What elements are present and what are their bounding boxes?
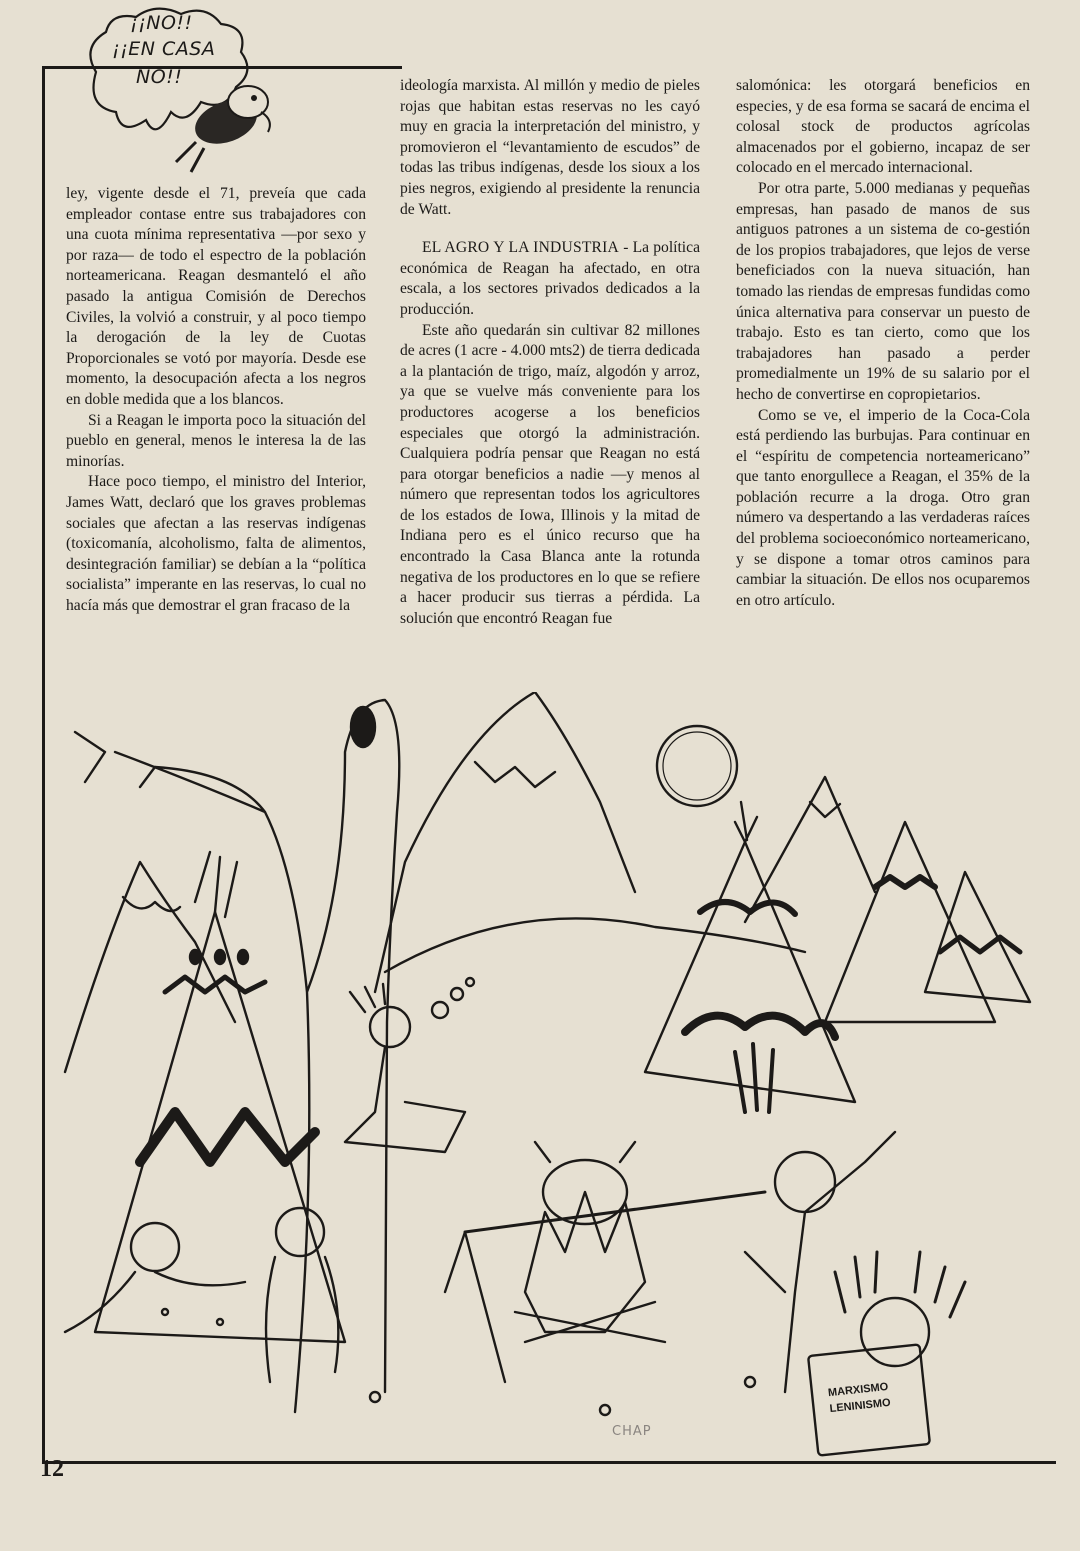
cartoon-illustration [45,692,1053,1462]
mountain-right [745,777,875,922]
paragraph: ideología marxista. Al millón y medio de pieles rojas que habitan estas reservas no les cayó muy en gracia la interpretación del ministro, y promovieron el “levantamiento de escudos” de todas las tribus indígenas, desde los sioux a los pies negros, exigiendo al presidente la renuncia de Watt. [400,77,700,218]
section-paragraph [400,238,700,320]
page-number: 12 [40,1456,64,1482]
mountain-left [65,862,235,1072]
text-column-3 [736,76,1030,611]
warrior-figure [775,1152,835,1212]
paragraph: salomónica: les otorgará beneficios en especies, y de esa forma se sacará de encima el colosal stock de productos agrícolas almacenados por el gobierno, incapaz de ser colocado en el mercado internacional. [736,77,1030,177]
tepee-left [95,912,345,1342]
paragraph: Si a Reagan le importa poco la situación del pueblo en general, menos le interesa la de las minorías. [66,411,366,470]
paragraph: Este año quedarán sin cultivar 82 millones de acres (1 acre - 4.000 mts2) de tierra dedicada a la plantación de trigo, maíz, algodón y arroz, ya que se vuelve más conveniente para los productores acogerse a los beneficios especiales que otorgó la administración. Cualquiera podría pensar que Reagan no está para otorgar beneficios a nadie —y menos al número que representan todos los agricultores de los estados de Iowa, Illinois y la mitad de Indiana pero es el único recurso que ha encontrado la Casa Blanca ante la rotunda negativa de los productores en lo que se refiere a hacer producir sus tierras a pérdida. La solución que encontró Reagan fue [400,321,700,627]
paragraph: ley, vigente desde el 71, preveía que cada empleador contase entre sus trabajadores con una cuota mínima representativa —por sexo y por raza— de todo el espectro de la población norteamericana. Reagan desmanteló el año pasado la antigua Comisión de Derechos Civiles, la volvió a construir, y al poco tiempo la derogación de la ley de Cuotas Proporcionales se votó por mayoría. Desde ese momento, la desocupación afecta a los negros en doble medida que a los blancos. [66,185,366,408]
chief-figure [861,1298,929,1366]
book-title-line-1: MARXISMO [827,1380,889,1400]
shout-line-3: NO!! [136,66,183,88]
text-column-1 [66,184,366,616]
book-title-line-2: LENINISMO [829,1396,892,1416]
tepee-right-1 [645,842,855,1102]
meditating-figure [370,1007,410,1047]
shout-line-1: ¡¡NO!! [130,12,193,34]
seated-figure-2 [276,1208,324,1256]
flying-figure [176,86,270,172]
seated-figure [131,1223,179,1271]
tepee-right-2 [825,822,995,1022]
section-lead: - La política económica de Reagan ha afectado, en otra escala, a los sectores privados dedicados a la producción. [400,239,700,318]
artist-signature: CHAP [612,1424,652,1439]
tree [115,700,399,1412]
paragraph: Hace poco tiempo, el ministro del Interior, James Watt, declaró que los graves problemas sociales que afectan a las reservas indígenas (toxicomanía, alcoholismo, falta de alimentos, desintegración familiar) se debían a la “política socialista” imperante en las reservas, lo cual no hacía más que demostrar el gran fracaso de la [66,473,366,614]
text-column-2 [400,76,700,629]
shout-line-2: ¡¡EN CASA [112,38,216,60]
section-title: EL AGRO Y LA INDUSTRIA [422,239,620,257]
sun-icon [657,726,737,806]
mountain-center [375,692,635,992]
paragraph: Por otra parte, 5.000 medianas y pequeñas empresas, han pasado de manos de sus antiguos patrones a un sistema de co-gestión de los propios trabajadores, que lejos de verse beneficiados con la nueva situación, han tomado las riendas de empresas fundidas como única alternativa para conservar un puesto de trabajo. Esto es tan cierto, como que los trabajadores han pasado a perder promedialmente un 19% de su salario por el hecho de convertirse en copropietarios. [736,179,1030,403]
paragraph: Como se ve, el imperio de la Coca-Cola está perdiendo las burbujas. Para continuar en el “espíritu de competencia norteamericano” que tanto enorgullece a Reagan, el 35% de la población recurre a la droga. Otro gran número va despertando a las verdaderas raíces del problema socioeconómico norteamericano, y se dispone a tomar otros caminos para cambiar la situación. De ellos nos ocuparemos en otro artículo. [736,406,1030,609]
